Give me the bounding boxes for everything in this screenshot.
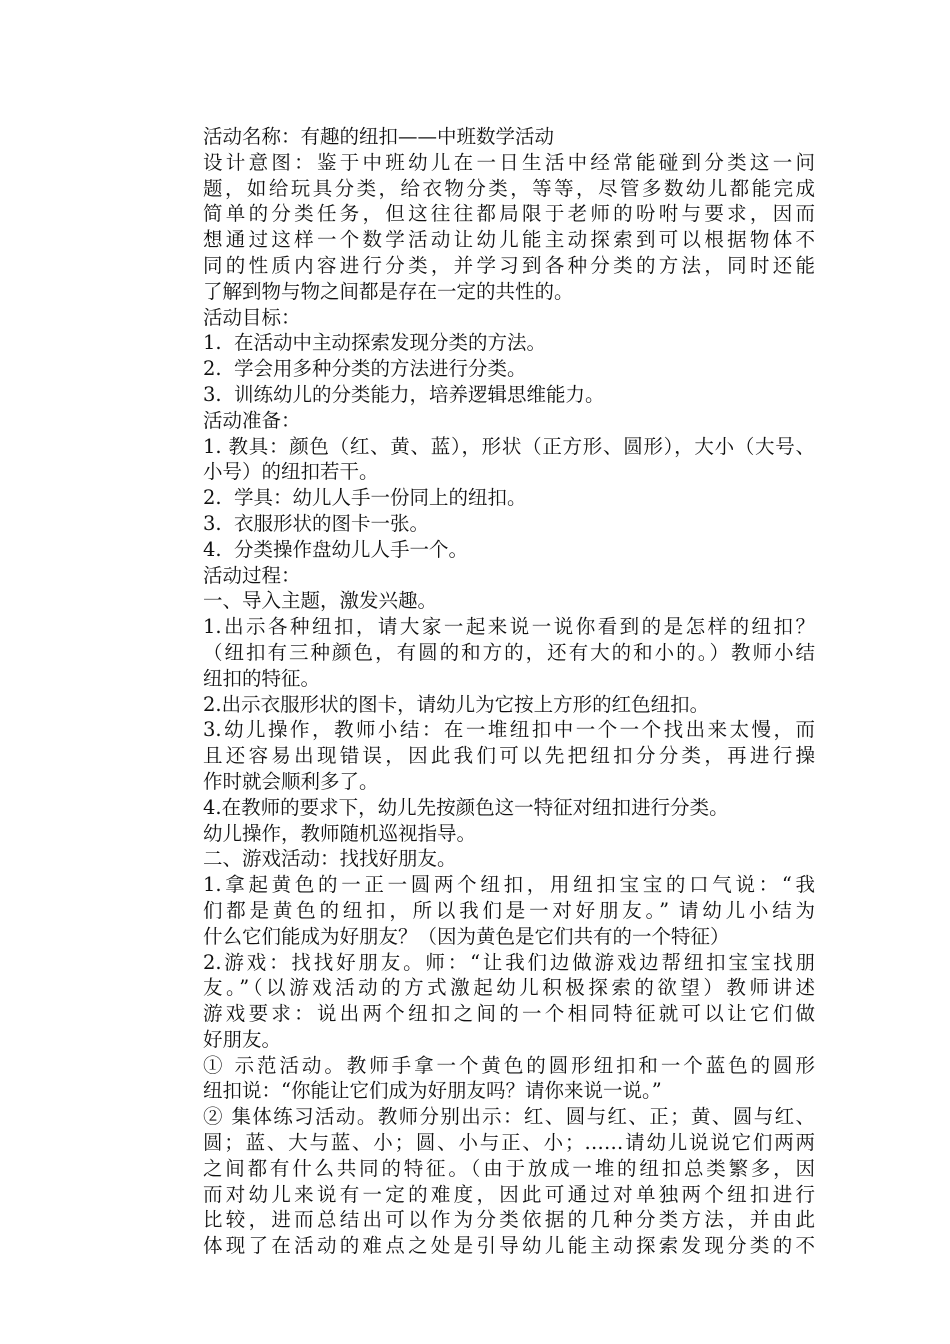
paragraph-line: ① 示范活动。教师手拿一个黄色的圆形纽扣和一个蓝色的圆形 xyxy=(203,1053,815,1077)
list-item: 小号）的纽扣若干。 xyxy=(203,460,379,484)
paragraph-line: 且还容易出现错误，因此我们可以先把纽扣分分类，再进行操 xyxy=(203,744,815,768)
paragraph-line: 设计意图：鉴于中班幼儿在一日生活中经常能碰到分类这一问 xyxy=(203,150,815,174)
paragraph-line: 们都是黄色的纽扣，所以我们是一对好朋友。” 请幼儿小结为 xyxy=(203,898,815,922)
paragraph-line: 之间都有什么共同的特征。（由于放成一堆的纽扣总类繁多，因 xyxy=(203,1156,815,1180)
list-item: 4. 分类操作盘幼儿人手一个。 xyxy=(203,537,469,561)
paragraph-line: 简单的分类任务，但这往往都局限于老师的吩咐与要求，因而 xyxy=(203,202,815,226)
paragraph-line: 体现了在活动的难点之处是引导幼儿能主动探索发现分类的不 xyxy=(203,1234,815,1258)
paragraph-line: 2.游戏：找找好朋友。师：“让我们边做游戏边帮纽扣宝宝找朋 xyxy=(203,950,815,974)
paragraph-line: 4.在教师的要求下，幼儿先按颜色这一特征对纽扣进行分类。 xyxy=(203,795,729,819)
list-item: 3. 衣服形状的图卡一张。 xyxy=(203,511,430,535)
paragraph-line: （纽扣有三种颜色，有圆的和方的，还有大的和小的。）教师小结 xyxy=(203,640,815,664)
paragraph-line: 圆；蓝、大与蓝、小；圆、小与正、小；……请幼儿说说它们两两 xyxy=(203,1131,815,1155)
list-item: 2. 学会用多种分类的方法进行分类。 xyxy=(203,357,527,381)
list-item: 2. 学具：幼儿人手一份同上的纽扣。 xyxy=(203,486,527,510)
document-body xyxy=(203,124,815,1259)
paragraph-line: 同的性质内容进行分类，并学习到各种分类的方法，同时还能 xyxy=(203,253,815,277)
paragraph-line: 比较，进而总结出可以作为分类依据的几种分类方法，并由此 xyxy=(203,1208,815,1232)
paragraph-line: 了解到物与物之间都是存在一定的共性的。 xyxy=(203,279,574,303)
subsection-heading: 二、游戏活动：找找好朋友。 xyxy=(203,847,457,871)
section-heading: 活动过程： xyxy=(203,563,301,587)
paragraph-line: 作时就会顺利多了。 xyxy=(203,769,379,793)
paragraph-line: 1.拿起黄色的一正一圆两个纽扣，用纽扣宝宝的口气说：“我 xyxy=(203,873,815,897)
paragraph-line: 想通过这样一个数学活动让幼儿能主动探索到可以根据物体不 xyxy=(203,228,815,252)
list-item: 3. 训练幼儿的分类能力，培养逻辑思维能力。 xyxy=(203,382,605,406)
activity-title: 活动名称：有趣的纽扣——中班数学活动 xyxy=(203,125,555,148)
list-item: 1. 教具：颜色（红、黄、蓝），形状（正方形、圆形），大小（大号、 xyxy=(203,434,815,458)
section-heading: 活动准备： xyxy=(203,408,301,432)
paragraph-line: ② 集体练习活动。教师分别出示：红、圆与红、正；黄、圆与红、 xyxy=(203,1105,815,1129)
paragraph-line: 1.出示各种纽扣，请大家一起来说一说你看到的是怎样的纽扣？ xyxy=(203,615,815,639)
paragraph-line: 什么它们能成为好朋友？（因为黄色是它们共有的一个特征） xyxy=(203,924,730,948)
paragraph-line: 纽扣的特征。 xyxy=(203,666,321,690)
paragraph-line: 游戏要求：说出两个纽扣之间的一个相同特征就可以让它们做 xyxy=(203,1002,815,1026)
paragraph-line: 2.出示衣服形状的图卡，请幼儿为它按上方形的红色纽扣。 xyxy=(203,692,710,716)
paragraph-line: 题，如给玩具分类，给衣物分类，等等，尽管多数幼儿都能完成 xyxy=(203,176,815,200)
paragraph-line: 纽扣说：“你能让它们成为好朋友吗？请你来说一说。” xyxy=(203,1079,662,1103)
paragraph-line: 而对幼儿来说有一定的难度，因此可通过对单独两个纽扣进行 xyxy=(203,1182,815,1206)
paragraph-line: 友。”（以游戏活动的方式激起幼儿积极探索的欲望）教师讲述 xyxy=(203,976,815,1000)
subsection-heading: 一、导入主题，激发兴趣。 xyxy=(203,589,438,613)
paragraph-line: 好朋友。 xyxy=(203,1027,282,1051)
list-item: 1. 在活动中主动探索发现分类的方法。 xyxy=(203,331,547,355)
section-heading: 活动目标： xyxy=(203,305,301,329)
paragraph-line: 3.幼儿操作，教师小结：在一堆纽扣中一个一个找出来太慢，而 xyxy=(203,718,815,742)
paragraph-line: 幼儿操作，教师随机巡视指导。 xyxy=(203,821,477,845)
